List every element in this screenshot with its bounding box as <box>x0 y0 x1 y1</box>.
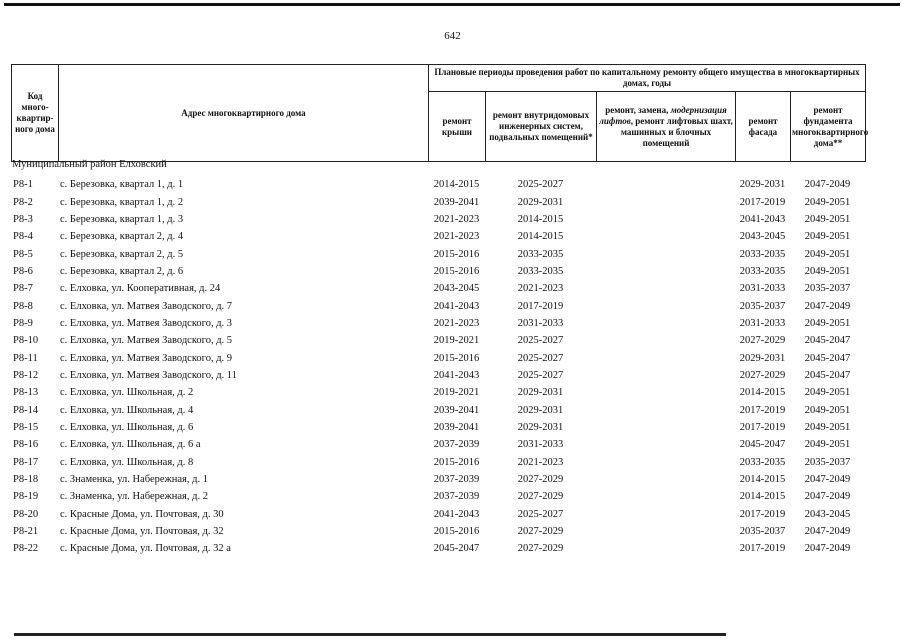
row-foundation: 2045-2047 <box>804 335 851 347</box>
table-row <box>11 332 865 349</box>
row-foundation: 2047-2049 <box>804 526 851 538</box>
row-code: Р8-5 <box>13 248 33 260</box>
table-row <box>11 297 865 314</box>
row-code: Р8-9 <box>13 317 33 329</box>
table-row <box>11 315 865 332</box>
row-facade: 2035-2037 <box>739 300 786 312</box>
header-foundation: ремонт фундамента многоквартирного дома** <box>791 92 866 162</box>
top-rule <box>4 3 900 6</box>
row-elevators <box>596 211 735 228</box>
row-systems: 2033-2035 <box>517 248 564 260</box>
row-elevators <box>596 540 735 557</box>
row-elevators <box>596 332 735 349</box>
header-systems: ремонт внутридомовых инженерных систем, подвальных помещений* <box>486 92 597 162</box>
row-elevators <box>596 263 735 280</box>
row-systems: 2025-2027 <box>517 369 564 381</box>
header-elevators-part1: ремонт, замена, <box>605 104 671 115</box>
table-row <box>11 193 865 210</box>
row-address: с. Елховка, ул. Школьная, д. 2 <box>60 387 194 399</box>
row-code: Р8-7 <box>13 283 33 295</box>
row-systems: 2021-2023 <box>517 283 564 295</box>
row-elevators <box>596 349 735 366</box>
row-facade: 2031-2033 <box>739 317 786 329</box>
row-facade: 2017-2019 <box>739 421 786 433</box>
row-foundation: 2035-2037 <box>804 456 851 468</box>
row-foundation: 2049-2051 <box>804 439 851 451</box>
row-code: Р8-6 <box>13 265 33 277</box>
row-address: с. Знаменка, ул. Набережная, д. 1 <box>60 474 208 486</box>
row-systems: 2027-2029 <box>517 491 564 503</box>
row-roof: 2015-2016 <box>433 265 480 277</box>
row-address: с. Елховка, ул. Матвея Заводского, д. 11 <box>60 369 237 381</box>
table-row <box>11 228 865 245</box>
table-row <box>11 367 865 384</box>
row-elevators <box>596 506 735 523</box>
row-address: с. Березовка, квартал 2, д. 6 <box>60 265 184 277</box>
row-code: Р8-3 <box>13 213 33 225</box>
table-row <box>11 506 865 523</box>
row-roof: 2037-2039 <box>433 491 480 503</box>
row-systems: 2021-2023 <box>517 456 564 468</box>
header-elevators-italic: модернизация лифтов <box>599 104 727 126</box>
table-row <box>11 454 865 471</box>
bottom-rule <box>14 633 726 636</box>
table-row <box>11 263 865 280</box>
row-facade: 2014-2015 <box>739 491 786 503</box>
row-elevators <box>596 436 735 453</box>
row-address: с. Елховка, ул. Матвея Заводского, д. 9 <box>60 352 233 364</box>
row-facade: 2027-2029 <box>739 369 786 381</box>
row-systems: 2029-2031 <box>517 196 564 208</box>
row-roof: 2039-2041 <box>433 421 480 433</box>
row-systems: 2025-2027 <box>517 352 564 364</box>
row-foundation: 2047-2049 <box>804 474 851 486</box>
houses-table <box>11 176 865 558</box>
row-address: с. Елховка, ул. Школьная, д. 4 <box>60 404 194 416</box>
row-code: Р8-16 <box>13 439 39 451</box>
header-elevators-part2: , ремонт лифтовых шахт, машинных и блочных помещений <box>620 115 733 148</box>
row-code: Р8-1 <box>13 179 33 191</box>
row-address: с. Елховка, ул. Кооперативная, д. 24 <box>60 283 221 295</box>
row-systems: 2031-2033 <box>517 317 564 329</box>
row-systems: 2029-2031 <box>517 404 564 416</box>
row-code: Р8-19 <box>13 491 39 503</box>
row-elevators <box>596 280 735 297</box>
row-facade: 2035-2037 <box>739 526 786 538</box>
row-roof: 2041-2043 <box>433 300 480 312</box>
row-foundation: 2049-2051 <box>804 387 851 399</box>
row-foundation: 2049-2051 <box>804 421 851 433</box>
houses-table-body <box>11 176 865 558</box>
row-systems: 2033-2035 <box>517 265 564 277</box>
row-elevators <box>596 297 735 314</box>
row-systems: 2014-2015 <box>517 213 564 225</box>
row-foundation: 2035-2037 <box>804 283 851 295</box>
row-roof: 2015-2016 <box>433 352 480 364</box>
row-elevators <box>596 384 735 401</box>
row-systems: 2027-2029 <box>517 543 564 555</box>
row-roof: 2041-2043 <box>433 508 480 520</box>
row-address: с. Елховка, ул. Матвея Заводского, д. 5 <box>60 335 233 347</box>
row-foundation: 2049-2051 <box>804 213 851 225</box>
row-roof: 2037-2039 <box>433 439 480 451</box>
row-address: с. Красные Дома, ул. Почтовая, д. 30 <box>60 508 224 520</box>
row-roof: 2015-2016 <box>433 248 480 260</box>
table-header <box>11 64 869 162</box>
row-systems: 2027-2029 <box>517 474 564 486</box>
row-foundation: 2043-2045 <box>804 508 851 520</box>
row-facade: 2014-2015 <box>739 474 786 486</box>
table-row <box>11 384 865 401</box>
table-row <box>11 401 865 418</box>
header-facade: ремонт фасада <box>736 92 791 162</box>
row-roof: 2021-2023 <box>433 317 480 329</box>
row-roof: 2043-2045 <box>433 283 480 295</box>
row-facade: 2033-2035 <box>739 456 786 468</box>
row-roof: 2045-2047 <box>433 543 480 555</box>
table-row <box>11 211 865 228</box>
row-systems: 2025-2027 <box>517 508 564 520</box>
row-roof: 2021-2023 <box>433 213 480 225</box>
table-row <box>11 419 865 436</box>
header-roof: ремонт крыши <box>429 92 486 162</box>
row-systems: 2017-2019 <box>517 300 564 312</box>
row-code: Р8-12 <box>13 369 39 381</box>
row-foundation: 2047-2049 <box>804 491 851 503</box>
row-elevators <box>596 471 735 488</box>
row-elevators <box>596 176 735 193</box>
row-facade: 2029-2031 <box>739 352 786 364</box>
table-row <box>11 176 865 193</box>
row-facade: 2029-2031 <box>739 179 786 191</box>
row-address: с. Красные Дома, ул. Почтовая, д. 32 а <box>60 543 231 555</box>
row-address: с. Березовка, квартал 1, д. 3 <box>60 213 184 225</box>
row-address: с. Елховка, ул. Матвея Заводского, д. 3 <box>60 317 233 329</box>
row-elevators <box>596 401 735 418</box>
row-facade: 2027-2029 <box>739 335 786 347</box>
row-foundation: 2045-2047 <box>804 352 851 364</box>
row-foundation: 2049-2051 <box>804 231 851 243</box>
row-elevators <box>596 367 735 384</box>
row-code: Р8-18 <box>13 474 39 486</box>
table-row <box>11 523 865 540</box>
table-row <box>11 349 865 366</box>
row-address: с. Елховка, ул. Школьная, д. 6 а <box>60 439 201 451</box>
row-facade: 2033-2035 <box>739 265 786 277</box>
row-address: с. Березовка, квартал 1, д. 1 <box>60 179 184 191</box>
row-elevators <box>596 488 735 505</box>
row-foundation: 2049-2051 <box>804 265 851 277</box>
row-address: с. Красные Дома, ул. Почтовая, д. 32 <box>60 526 224 538</box>
row-address: с. Елховка, ул. Школьная, д. 8 <box>60 456 194 468</box>
row-code: Р8-13 <box>13 387 39 399</box>
table-row <box>11 471 865 488</box>
row-address: с. Березовка, квартал 1, д. 2 <box>60 196 184 208</box>
row-code: Р8-15 <box>13 421 39 433</box>
row-systems: 2031-2033 <box>517 439 564 451</box>
row-elevators <box>596 419 735 436</box>
row-foundation: 2047-2049 <box>804 543 851 555</box>
table-row <box>11 436 865 453</box>
row-facade: 2031-2033 <box>739 283 786 295</box>
row-code: Р8-14 <box>13 404 39 416</box>
header-address: Адрес многоквартирного дома <box>59 65 429 162</box>
row-systems: 2025-2027 <box>517 335 564 347</box>
row-facade: 2043-2045 <box>739 231 786 243</box>
row-address: с. Знаменка, ул. Набережная, д. 2 <box>60 491 208 503</box>
row-foundation: 2049-2051 <box>804 317 851 329</box>
row-foundation: 2047-2049 <box>804 179 851 191</box>
row-roof: 2015-2016 <box>433 456 480 468</box>
row-systems: 2029-2031 <box>517 421 564 433</box>
header-elevators <box>597 92 736 162</box>
row-roof: 2039-2041 <box>433 404 480 416</box>
row-systems: 2025-2027 <box>517 179 564 191</box>
row-code: Р8-21 <box>13 526 39 538</box>
row-elevators <box>596 454 735 471</box>
row-foundation: 2047-2049 <box>804 300 851 312</box>
row-elevators <box>596 193 735 210</box>
row-facade: 2017-2019 <box>739 196 786 208</box>
table-row <box>11 245 865 262</box>
row-foundation: 2045-2047 <box>804 369 851 381</box>
row-facade: 2033-2035 <box>739 248 786 260</box>
row-facade: 2041-2043 <box>739 213 786 225</box>
row-elevators <box>596 315 735 332</box>
header-code: Код много-квартир-ного дома <box>12 65 59 162</box>
table-row <box>11 488 865 505</box>
row-foundation: 2049-2051 <box>804 404 851 416</box>
row-roof: 2021-2023 <box>433 231 480 243</box>
row-roof: 2014-2015 <box>433 179 480 191</box>
row-roof: 2039-2041 <box>433 196 480 208</box>
row-facade: 2017-2019 <box>739 508 786 520</box>
row-code: Р8-8 <box>13 300 33 312</box>
row-code: Р8-17 <box>13 456 39 468</box>
row-elevators <box>596 245 735 262</box>
row-roof: 2037-2039 <box>433 474 480 486</box>
row-facade: 2017-2019 <box>739 404 786 416</box>
row-facade: 2045-2047 <box>739 439 786 451</box>
row-code: Р8-10 <box>13 335 39 347</box>
table-row <box>11 540 865 557</box>
row-foundation: 2049-2051 <box>804 196 851 208</box>
row-roof: 2019-2021 <box>433 335 480 347</box>
row-systems: 2029-2031 <box>517 387 564 399</box>
row-address: с. Елховка, ул. Матвея Заводского, д. 7 <box>60 300 233 312</box>
row-code: Р8-11 <box>13 352 38 364</box>
table-row <box>11 280 865 297</box>
row-elevators <box>596 228 735 245</box>
row-code: Р8-2 <box>13 196 33 208</box>
row-address: с. Березовка, квартал 2, д. 4 <box>60 231 184 243</box>
row-roof: 2015-2016 <box>433 526 480 538</box>
row-foundation: 2049-2051 <box>804 248 851 260</box>
header-periods: Плановые периоды проведения работ по капитальному ремонту общего имущества в многоквартирных домах, годы <box>429 65 866 92</box>
row-code: Р8-4 <box>13 231 33 243</box>
row-roof: 2041-2043 <box>433 369 480 381</box>
page-number: 642 <box>444 30 461 42</box>
row-code: Р8-22 <box>13 543 39 555</box>
row-code: Р8-20 <box>13 508 39 520</box>
row-address: с. Березовка, квартал 2, д. 5 <box>60 248 184 260</box>
row-address: с. Елховка, ул. Школьная, д. 6 <box>60 421 194 433</box>
row-facade: 2014-2015 <box>739 387 786 399</box>
district-label: Муниципальный район Елховский <box>12 159 167 170</box>
row-roof: 2019-2021 <box>433 387 480 399</box>
row-facade: 2017-2019 <box>739 543 786 555</box>
row-elevators <box>596 523 735 540</box>
row-systems: 2027-2029 <box>517 526 564 538</box>
row-systems: 2014-2015 <box>517 231 564 243</box>
